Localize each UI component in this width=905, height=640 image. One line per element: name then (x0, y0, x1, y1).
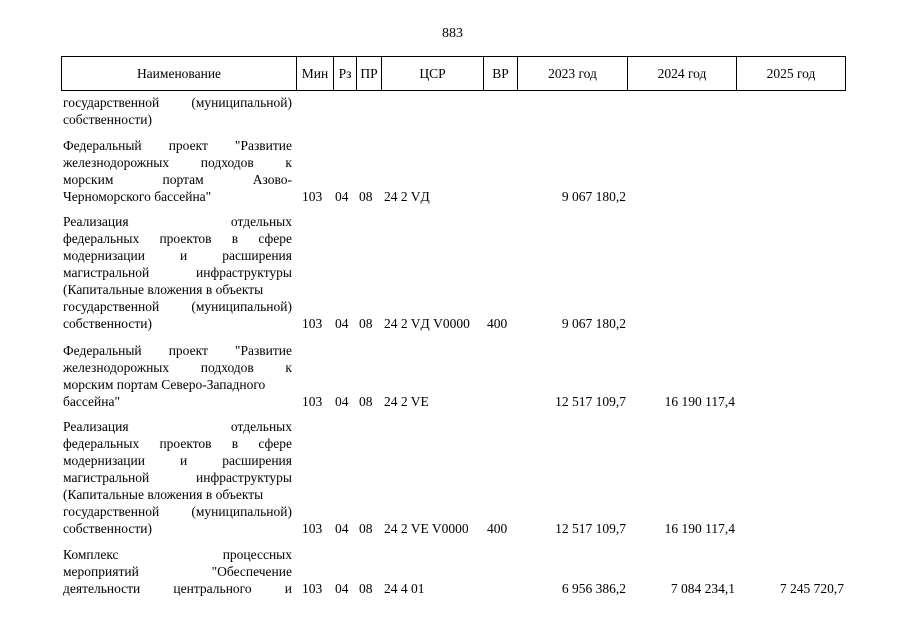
cell-rz: 04 (335, 394, 349, 409)
header-vr: ВР (484, 57, 518, 90)
row-name-line: Комплекс процессных (63, 547, 292, 562)
row-name-line: модернизации и расширения (63, 453, 292, 468)
row-name-line: (Капитальные вложения в объекты (63, 487, 264, 502)
cell-rz: 04 (335, 316, 349, 331)
cell-year-2024: 7 084 234,1 (670, 581, 735, 596)
cell-pr: 08 (359, 189, 373, 204)
cell-csr: 24 2 VД (384, 189, 430, 204)
cell-csr: 24 2 VE V0000 (384, 521, 469, 536)
cell-min: 103 (302, 316, 323, 331)
row-name-line: Реализация отдельных (63, 419, 292, 434)
cell-year-2024: 16 190 117,4 (664, 521, 735, 536)
page-number: 883 (442, 26, 463, 41)
row-name (63, 94, 292, 128)
cell-rz: 04 (335, 581, 349, 596)
row-name (63, 418, 292, 537)
header-year-2023: 2023 год (518, 57, 628, 90)
row-name-line: магистральной инфраструктуры (63, 265, 292, 280)
row-name-line: морским портам Северо-Западного (63, 377, 266, 392)
cell-min: 103 (302, 189, 323, 204)
row-name-line: (Капитальные вложения в объекты (63, 282, 264, 297)
row-name-line: Реализация отдельных (63, 214, 292, 229)
cell-vr: 400 (487, 316, 508, 331)
row-name-line: собственности) (63, 521, 152, 536)
cell-vr: 400 (487, 521, 508, 536)
cell-min: 103 (302, 394, 323, 409)
header-pr: ПР (357, 57, 382, 90)
row-name (63, 213, 292, 332)
row-name (63, 137, 292, 205)
row-name-line: морским портам Азово- (63, 172, 292, 187)
row-name-line: мероприятий "Обеспечение (63, 564, 292, 579)
cell-min: 103 (302, 581, 323, 596)
cell-year-2025: 7 245 720,7 (779, 581, 844, 596)
header-rz: Рз (334, 57, 357, 90)
cell-rz: 04 (335, 189, 349, 204)
header-min: Мин (297, 57, 334, 90)
row-name-line: Федеральный проект "Развитие (63, 138, 292, 153)
row-name (63, 546, 292, 597)
row-name-line: федеральных проектов в сфере (63, 436, 292, 451)
row-name-line: модернизации и расширения (63, 248, 292, 263)
cell-year-2023: 9 067 180,2 (561, 316, 626, 331)
header-year-2025: 2025 год (766, 66, 816, 81)
cell-year-2024: 16 190 117,4 (664, 394, 735, 409)
cell-pr: 08 (359, 521, 373, 536)
cell-pr: 08 (359, 581, 373, 596)
row-name-line: бассейна" (63, 394, 120, 409)
cell-year-2023: 6 956 386,2 (561, 581, 626, 596)
row-name-line: государственной (муниципальной) (63, 95, 292, 110)
cell-year-2023: 12 517 109,7 (555, 394, 626, 409)
row-name-line: железнодорожных подходов к (63, 155, 292, 170)
cell-rz: 04 (335, 521, 349, 536)
row-name-line: Федеральный проект "Развитие (63, 343, 292, 358)
cell-year-2023: 12 517 109,7 (555, 521, 626, 536)
row-name-line: железнодорожных подходов к (63, 360, 292, 375)
cell-csr: 24 2 VE (384, 394, 429, 409)
row-name-line: государственной (муниципальной) (63, 504, 292, 519)
row-name-line: собственности) (63, 316, 152, 331)
cell-pr: 08 (359, 316, 373, 331)
row-name-line: собственности) (63, 112, 152, 127)
header-name: Наименование (62, 57, 297, 90)
cell-year-2023: 9 067 180,2 (561, 189, 626, 204)
table-header (61, 56, 846, 91)
row-name-line: магистральной инфраструктуры (63, 470, 292, 485)
cell-min: 103 (302, 521, 323, 536)
row-name-line: деятельности центрального и (63, 581, 292, 596)
row-name (63, 342, 292, 410)
header-year-2024: 2024 год (628, 57, 737, 90)
cell-pr: 08 (359, 394, 373, 409)
row-name-line: государственной (муниципальной) (63, 299, 292, 314)
cell-csr: 24 4 01 (384, 581, 425, 596)
row-name-line: федеральных проектов в сфере (63, 231, 292, 246)
header-csr: ЦСР (382, 57, 484, 90)
cell-csr: 24 2 VД V0000 (384, 316, 470, 331)
row-name-line: Черноморского бассейна" (63, 189, 212, 204)
